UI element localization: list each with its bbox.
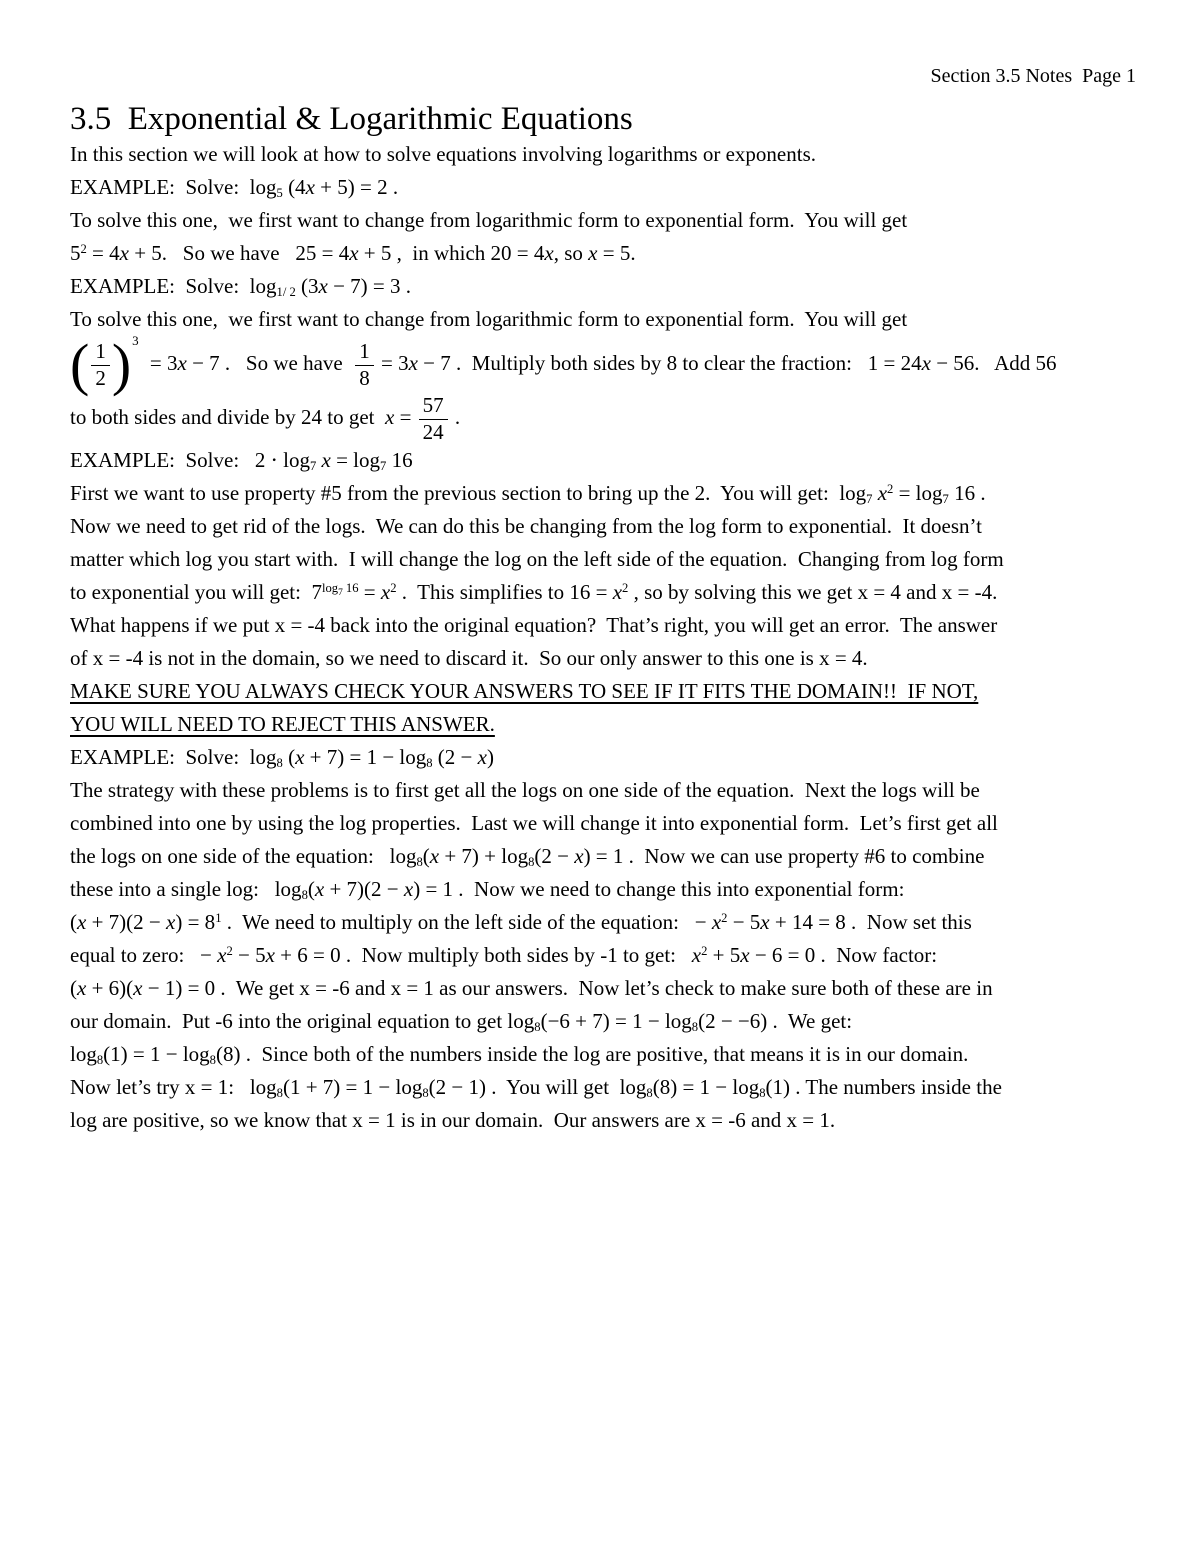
example-1-line: EXAMPLE: Solve: $\log_5 (4x + 5) = 2$ . (70, 175, 399, 200)
solution-1-paragraph: To solve this one, we first want to change from logarithmic form to exponential form. You will get $5^2 = 4x + 5$. So we have 25 = 4x + 5 , in which 20 = 4x, so x = 5. (70, 208, 908, 265)
fraction: $\frac{1}{8}$ (355, 340, 374, 390)
intro-paragraph: In this section we will look at how to solve equations involving logarithms or exponents. (70, 142, 816, 166)
fraction: $\frac{1}{2}$ (91, 340, 110, 390)
solution-4-paragraph: The strategy with these problems is to first get all the logs on one side of the equation. Next the logs will be combined into one by using the log properties. Last we will change it into exponential form. Let’s first get all the logs on one side of the equation: $\log_8(x + 7) + \log_8(2 - x) = 1$ . Now we can use property #6 to combine these into a single log: $\log_8(x + 7)(2 - x) = 1$ . Now we need to change this into exponential form: $(x + 7)(2 - x) = 8^1$ . We need to multiply on the left side of the equation: − $x^2 - 5x + 14 = 8$ . Now set this equal to zero: − $x^2 - 5x + 6 = 0$ . Now multiply both sides by -1 to get: $x^2 + 5x - 6 = 0$ . Now factor: (x + 6)(x − 1) = 0 . We get x = -6 and x = 1 as our answers. Now let’s check to make sure both of these are in our domain. Put -6 into the original equation to get $\log_8(-6 + 7) = 1 - \log_8(2 - -6)$ . We get: $\log_8(1) = 1 - \log_8(8)$ . Since both of the numbers inside the log are positive, that means it is in our domain. Now let’s try x = 1: $\log_8(1 + 7) = 1 - \log_8(2 - 1)$ . You will get $\log_8(8) = 1 - \log_8(1)$ . The numbers inside the log are positive, so we know that x = 1 is in our domain. Our answers are x = -6 and x = 1. (70, 778, 1002, 1133)
domain-warning: MAKE SURE YOU ALWAYS CHECK YOUR ANSWERS TO SEE IF IT FITS THE DOMAIN!! IF NOT, YOU WILL NEED TO REJECT THIS ANSWER. (70, 679, 979, 737)
solution-2-paragraph: To solve this one, we first want to change from logarithmic form to exponential form. You will get ( $\frac{1}{2}$ ) 3 = 3x − 7 . So we have $\frac{1}{8}$ = 3x − 7 . Multiply both sides by 8 to clear the fraction: 1 = 24x − 56. Add 56 to both sides and divide by 24 to get x = $\frac{57}{24}$ . (70, 307, 1057, 444)
example-4-line: EXAMPLE: Solve: $\log_8 (x + 7) = 1 - \log_8 (2 - x)$ (70, 745, 494, 770)
solution-3-paragraph: First we want to use property #5 from the previous section to bring up the 2. You will get: $\log_7 x^2 = \log_7 16$ . Now we need to get rid of the logs. We can do this be changing from the log form to exponential. It doesn’t matter which log you start with. I will change the log on the left side of the equation. Changing from log form to exponential you will get: $7^{log_7 16} = x^2$ . This simplifies to $16 = x^2$ , so by solving this we get x = 4 and x = -4. What happens if we put x = -4 back into the original equation? That’s right, you will get an error. The answer of x = -4 is not in the domain, so we need to discard it. So our only answer to this one is x = 4. (70, 481, 1004, 671)
fraction: $\frac{57}{24}$ (419, 394, 448, 444)
example-3-line: EXAMPLE: Solve: $2 \cdot \log_7 x = \log_7 16$ (70, 448, 413, 473)
page-header: Section 3.5 Notes Page 1 (930, 65, 1136, 87)
parenthesized-fraction: ( $\frac{1}{2}$ ) 3 (70, 332, 139, 397)
page-title: 3.5 Exponential & Logarithmic Equations (70, 101, 633, 137)
example-2-line: EXAMPLE: Solve: $\log_{1/ 2} (3x - 7) = 3$ . (70, 274, 412, 299)
